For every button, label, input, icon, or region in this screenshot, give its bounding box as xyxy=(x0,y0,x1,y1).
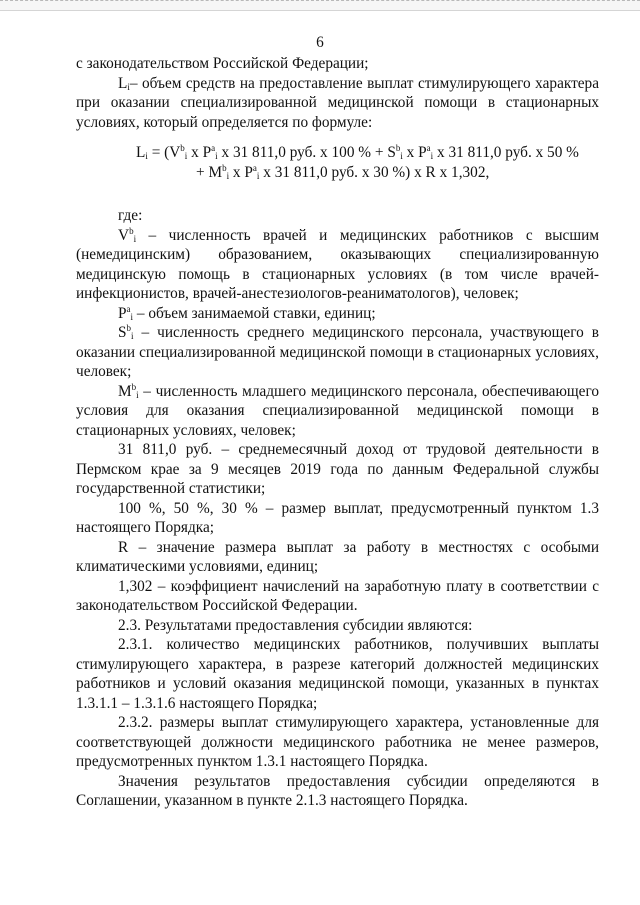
scan-top-edge xyxy=(0,0,640,11)
li-definition-text: – объем средств на предоставление выплат стимулирующего характера при оказании специализированной медицинской помощи в стационарных условиях, который определяется по формуле: xyxy=(76,74,599,131)
sub-i: i xyxy=(184,151,188,161)
sub-i: i xyxy=(136,389,139,400)
definition-mb xyxy=(76,382,599,441)
sub-i: i xyxy=(133,233,137,244)
sub-i: i xyxy=(256,170,260,181)
sub-i: i xyxy=(430,151,434,161)
item-2-3-1: 2.3.1. количество медицинских работников, получивших выплаты стимулирующего характера, в разрезе категорий должностей медицинских работников и условий оказания медицинской помощи, указанных в пунктах 1.3.1.1 – 1.3.1.6 настоящего Порядка; xyxy=(76,636,599,712)
page-number: 6 xyxy=(316,34,324,51)
sup-a: a xyxy=(426,143,431,153)
sup-b: b xyxy=(180,143,185,153)
where-label: где: xyxy=(118,207,143,224)
formula-part: x 31 811,0 руб. x 30 %) x R x 1,302, xyxy=(259,163,490,181)
definition-text: – объем занимаемой ставки, единиц; xyxy=(133,304,376,322)
sub-i: i xyxy=(400,151,403,161)
sub-i: i xyxy=(145,151,148,161)
formula-part: x 31 811,0 руб. x 50 % xyxy=(433,144,579,161)
formula-part: x P xyxy=(187,144,212,161)
p-letter: P xyxy=(118,304,127,322)
sup-b: b xyxy=(131,381,137,392)
definition-sb xyxy=(76,323,599,382)
sup-b: b xyxy=(126,323,132,333)
definition-r: R – значение размера выплат за работу в местностях с особыми климатическими условиями, единиц; xyxy=(76,538,599,575)
li-symbol xyxy=(118,75,130,92)
sup-b: b xyxy=(129,225,134,236)
formula-part: x 31 811,0 руб. x 100 % + S xyxy=(217,144,396,161)
formula-part: = (V xyxy=(147,144,181,161)
document-body xyxy=(76,54,599,811)
sup-b: b xyxy=(222,162,227,173)
l-letter: L xyxy=(118,74,128,92)
sup-a: a xyxy=(126,303,131,314)
v-letter: V xyxy=(118,226,130,244)
sb-symbol xyxy=(118,324,134,341)
sub-i: i xyxy=(215,151,218,161)
definition-coef: 1,302 – коэффициент начислений на заработную плату в соответствии с законодательством Российской Федерации. xyxy=(76,577,599,614)
intro-line: с законодательством Российской Федерации; xyxy=(76,55,369,72)
sub-i: i xyxy=(130,311,134,322)
definition-text: – численность врачей и медицинских работников с высшим (немедицинским) образованием, оказывающих специализированную медицинскую помощь в стационарных условиях (в том числе врачей-инфекционистов, врачей-анестезиологов-реаниматологов), человек; xyxy=(76,226,599,302)
formula xyxy=(76,143,599,182)
definition-percents: 100 %, 50 %, 30 % – размер выплат, предусмотренный пунктом 1.3 настоящего Порядка; xyxy=(76,499,599,536)
formula-line-1 xyxy=(76,143,599,163)
closing-paragraph: Значения результатов предоставления субсидии определяются в Соглашении, указанном в пункте 2.1.3 настоящего Порядка. xyxy=(76,772,599,809)
formula-line-2 xyxy=(76,163,599,183)
sup-b: b xyxy=(395,143,401,153)
formula-part: x P xyxy=(229,163,253,181)
formula-part: x P xyxy=(402,144,427,161)
definition-vb xyxy=(76,226,599,304)
section-2-3: 2.3. Результатами предоставления субсидии являются: xyxy=(118,616,473,634)
formula-part: + M xyxy=(196,163,223,181)
i-subscript: i xyxy=(127,81,130,92)
definition-pa xyxy=(76,304,599,324)
s-letter: S xyxy=(118,324,127,341)
sub-i: i xyxy=(226,170,230,181)
sup-a: a xyxy=(211,143,216,153)
mb-symbol xyxy=(118,383,139,400)
sup-a: a xyxy=(252,162,257,173)
formula-lhs: L xyxy=(136,144,146,161)
li-definition xyxy=(76,74,599,133)
pa-symbol xyxy=(118,305,133,322)
item-2-3-2: 2.3.2. размеры выплат стимулирующего характера, установленные для соответствующей должности медицинского работника не менее размеров, предусмотренных пунктом 1.3.1 настоящего Порядка. xyxy=(76,714,599,770)
definition-income: 31 811,0 руб. – среднемесячный доход от трудовой деятельности в Пермском крае за 9 месяцев 2019 года по данным Федеральной службы государственной статистики; xyxy=(76,441,599,497)
definition-text: – численность среднего медицинского персонала, участвующего в оказании специализированной медицинской помощи в стационарных условиях, человек; xyxy=(76,324,599,380)
m-letter: M xyxy=(118,382,132,400)
sub-i: i xyxy=(131,331,134,341)
vb-symbol xyxy=(118,227,136,244)
definition-text: – численность младшего медицинского персонала, обеспечивающего условия для оказания специализированной медицинской помощи в стационарных условиях, человек; xyxy=(76,382,599,439)
